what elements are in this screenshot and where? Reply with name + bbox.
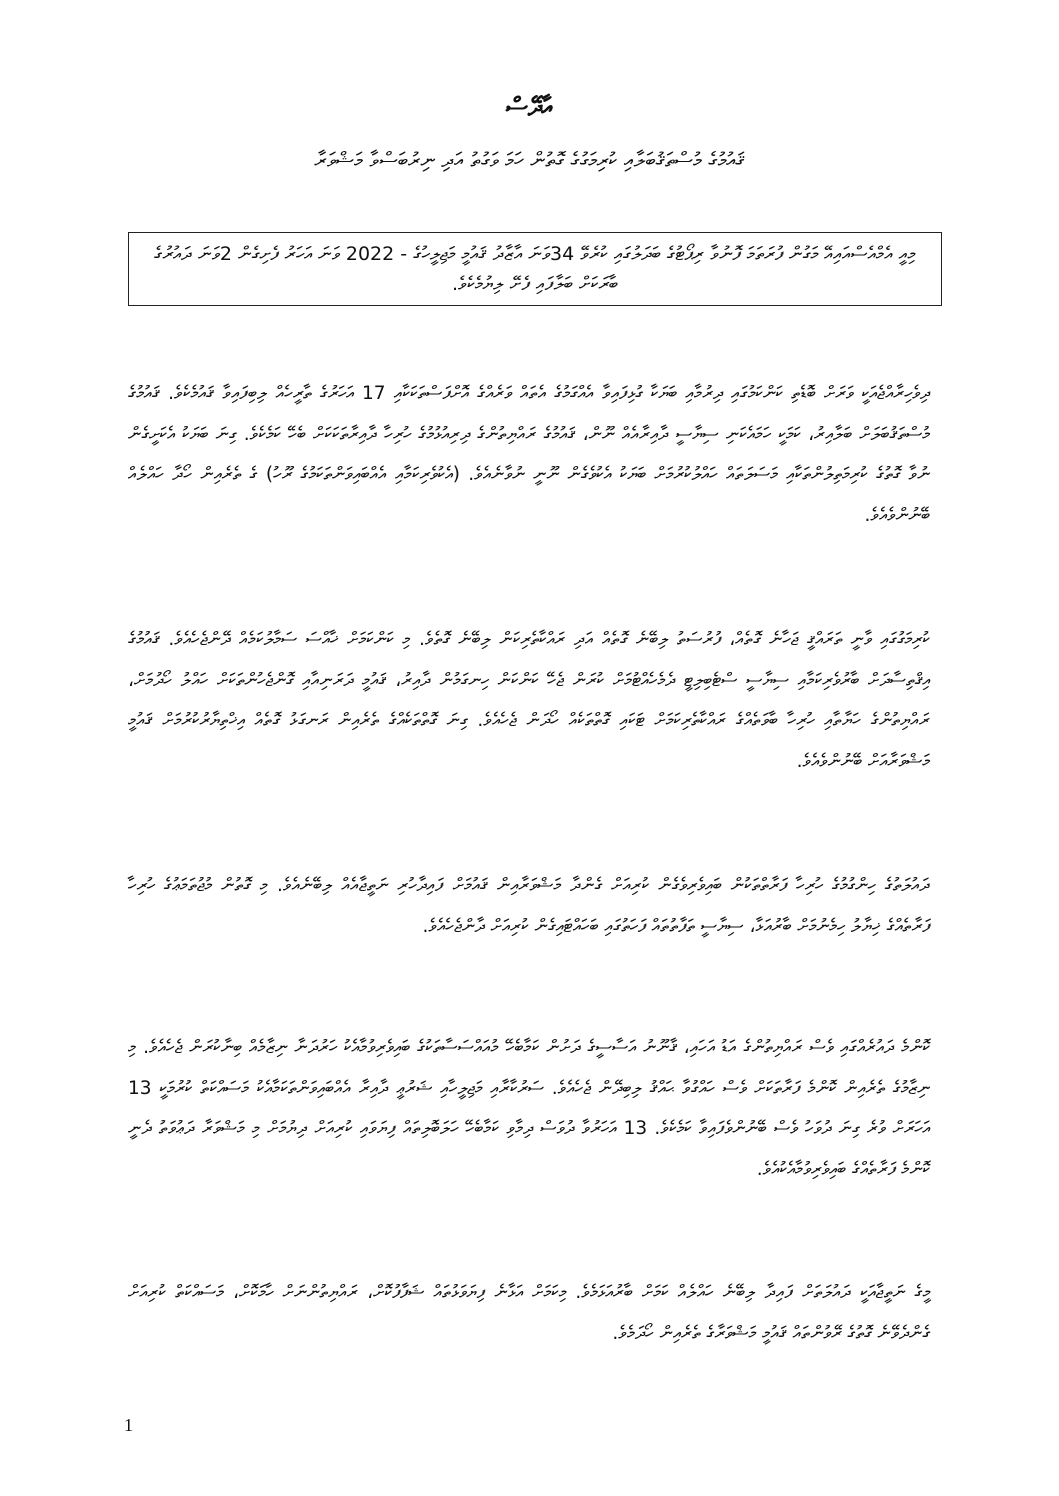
document-subtitle: ޤައުމުގެ މުސްތަޤުބަލާއި ކުރިމަގުގެ ގޮތުން ހަމަ ވަގުތު އަދި ނިރުބަސްވާ މަޝްވަރާ (314, 148, 745, 172)
notice-box: މިއީ އެމްއެސްއައިއޭ މަގުން ފުރަތަމަ ފޮނުވާ ރިޕޯޓުގެ ބަދަލުގައި ކުރެވޭ 34ވަނަ އާޒާދު ޤައުމީ މަޖިލީހުގެ - 2022 ވަނަ އަހަރު ފެށިގެން 2ވަނަ ދައުރުގެ ބާރަކަށް ބަލާފައި ފެށޭ ލިޔުމެކެވެ. (128, 232, 942, 306)
paragraph-4: ކޮންމެ ދައުރެއްގައި ވެސް ރައްޔިތުންގެ އަޑު އަހައި، ޤާނޫނު އަސާސީގެ ދަށުން ކަމާބެހޭ މުއައްސަސާތަކުގެ ބައިވެރިވުމާއެކު ހަރުދަނާ ނިޒާމެއް ބިނާކުރަން ޖެހެއެވެ. މި ނިޒާމުގެ ތެރެއިން ކޮންމެ ފަރާތަކަށް ވެސް ހައްގުވާ ޙައްޤު ލިބިދޭން ޖެހެއެވެ. ސަރުކާރާއި މަޖިލީހާއި ޝަރުޢީ ދާއިރާ އެއްބައިވަންތަކަމާއެކު މަސައްކަތް ކުރުމަކީ 13 އަހަރަށް ވުރެ ގިނަ ދުވަހު ވެސް ބޭނުންވެފައިވާ ކަމެކެވެ. 13 އަހަރުވާ ދުވަސް ދިމާވި ކަމާބެހޭ ހަލަބޮލިތައް ފިޔަވައި ކުރިއަށް ދިޔުމަށް މި މަޝްވަރާ ދަޢުވަތު ދެނީ ކޮންމެ ފަރާތެއްގެ ބައިވެރިވުމާއެކުއެވެ. (128, 1037, 931, 1180)
paragraph-2: ކުރިމަގުގައި ވާނީ ތަރައްޤީ ޖަހާނެ ގޮތެއް، ފުރުސަތު ލިބޭނެ ގޮތެއް އަދި ރައްކާތެރިކަން ލިބޭނެ ގޮތެވެ. މި ކަންކަމަށް ޚާއްސަ ސަމާލުކަމެއް ދޭންޖެހެއެވެ. ޤައުމުގެ އިޤްތިސާދަށް ބާރުވެރިކަމާއި ސިޔާސީ ސްޓެބިލިޓީ ދެމެހެއްޓުމަށް ކުރަން ޖެހޭ ކަންކަން ހިނގަމުން ދާއިރު، ޤައުމީ ދަރަނިއާއި ގޮންޖެހުންތަކަށް ހައްލު ހޯދުމަށް، ރައްޔިތުންގެ ހަޔާތާއި ހުރިހާ ބާވަތެއްގެ ރައްކާތެރިކަމަށް ޓަކައި ގޮތްތަކެއް ހޯދަން ޖެހެއެވެ. ގިނަ ގޮތްތަކެއްގެ ތެރެއިން ރަނގަޅު ގޮތެއް އިޚްތިޔާރުކުރުމަށް ޤައުމީ މަޝްވަރާއަށް ބޭނުންވެއެވެ. (128, 629, 930, 772)
paragraph-3: ދައުލަތުގެ ހިންގުމުގެ ހުރިހާ ފަރާތްތަކުން ބައިވެރިވެގެން ކުރިއަށް ގެންދާ މަޝްވަރާއިން ޤައުމަށް ފައިދާހުރި ނަތީޖާއެއް ލިބޭނެއެވެ. މި ގޮތުން މުޖުތަމަޢުގެ ހުރިހާ ފަރާތެއްގެ ޚިޔާލު ހިމެނުމަށް ބާރުއަޅާ، ސިޔާސީ ތަފާތުތައް ފަހަތުގައި ބަހައްޓައިގެން ކުރިއަށް ދާންޖެހެއެވެ. (128, 875, 930, 937)
document-title: އާދޭސް (505, 92, 554, 121)
paragraph-5: މީގެ ނަތީޖާއަކީ ދައުލަތަށް ފައިދާ ލިބޭނެ ހައްލެއް ކަމަށް ބާރުއަޅަމެވެ. މިކަމަށް އަޅާނެ ފިޔަވަޅުތައް ޝަފާފުކޮށް، ރައްޔިތުންނަށް ހާމަކޮށް، މަސައްކަތް ކުރިއަށް ގެންދެވޭނެ ގޮތުގެ ރޭވުންތައް ޤައުމީ މަޝްވަރާގެ ތެރެއިން ހޯދަމެވެ. (128, 1282, 930, 1344)
paragraph-1: ދިވެހިރާއްޖެއަކީ ވަރަށް ބޮޑެތި ކަންކަމުގައި ދިރުމާއި ބަޔަކާ ގުޅިފައިވާ އެއްގަމުގެ އެތައް ވަރެއްގެ އޮށްފަސްތަކަކާއި 17 އަހަރުގެ ތާރީހެއް ލިބިފައިވާ ޤައުމެކެވެ. ޤައުމުގެ މުސްތަޤުބަލަށް ބަލާއިރު، ކަމަކީ ހަމައެކަނި ސިޔާސީ ދާއިރާއެއް ނޫން، ޤައުމުގެ ރައްޔިތުންގެ ދިރިއުޅުމުގެ ހުރިހާ ދާއިރާތަކަކަށް ބެހޭ ކަމެކެވެ. ގިނަ ބަޔަކު އެކަށީގެން ނުވާ ގޮތުގެ ކުރިމަތިލުންތަކާއި މަސަލަތައް ހައްލުކުރުމަށް ބަޔަކު އެކުވެގެން ނޫނީ ނުވާނެއެވެ. (އެކުވެރިކަމާއި އެއްބައިވަންތަކަމުގެ ރޫހު) ގެ ތެރެއިން ހޯދާ ހައްލެއް ބޭނުންވެއެވެ. (128, 383, 930, 526)
page-number: 1 (124, 1415, 133, 1435)
